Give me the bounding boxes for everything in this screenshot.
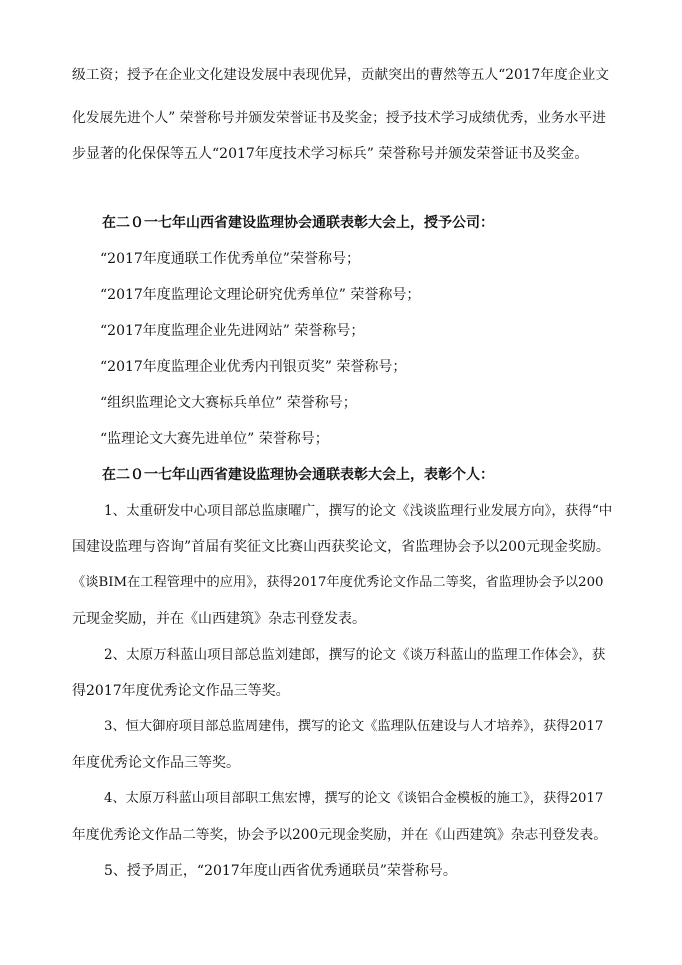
individual-entry-line: 5、授予周正，“2017年度山西省优秀通联员”荣誉称号。 [104, 863, 457, 879]
section-heading-company: 在二０一七年山西省建设监理协会通联表彰大会上，授予公司： [102, 215, 494, 231]
individual-entry-line: 元现金奖励，并在《山西建筑》杂志刊登发表。 [72, 611, 366, 627]
company-award-item: “2017年度监理企业先进网站” 荣誉称号； [100, 323, 365, 339]
individual-entry-line: 得2017年度优秀论文作品三等奖。 [72, 683, 290, 699]
individual-entry-line: 4、太原万科蓝山项目部职工焦宏博，撰写的论文《谈铝合金模板的施工》，获得2017 [104, 791, 604, 806]
individual-entry-line: 国建设监理与咨询”首届有奖征文比赛山西获奖论文，省监理协会予以200元现金奖励。 [72, 539, 610, 555]
individual-entry-line: 年度优秀论文作品二等奖，协会予以200元现金奖励，并在《山西建筑》杂志刊登发表。 [72, 827, 607, 843]
individual-entry-line: 年度优秀论文作品三等奖。 [72, 755, 240, 771]
company-award-item: “监理论文大赛先进单位” 荣誉称号； [100, 431, 329, 447]
individual-entry-line: 3、恒大御府项目部总监周建伟，撰写的论文《监理队伍建设与人才培养》，获得2017 [104, 719, 604, 734]
company-award-item: “2017年度监理企业优秀内刊银页奖” 荣誉称号； [100, 359, 407, 375]
company-award-item: “组织监理论文大赛标兵单位” 荣誉称号； [100, 395, 357, 411]
body-text-line: 化发展先进个人” 荣誉称号并颁发荣誉证书及奖金；授予技术学习成绩优秀，业务水平进 [72, 110, 606, 126]
individual-entry-line: 1、太重研发中心项目部总监康曜广，撰写的论文《浅谈监理行业发展方向》，获得“中 [104, 503, 613, 519]
body-text-line: 步显著的化保保等五人“2017年度技术学习标兵” 荣誉称号并颁发荣誉证书及奖金。 [72, 146, 589, 162]
company-award-item: “2017年度通联工作优秀单位”荣誉称号； [100, 251, 360, 267]
body-text-line: 级工资；授予在企业文化建设发展中表现优异，贡献突出的曹然等五人“2017年度企业文 [72, 67, 610, 83]
section-heading-individual: 在二０一七年山西省建设监理协会通联表彰大会上，表彰个人： [102, 467, 494, 483]
individual-entry-line: 2、太原万科蓝山项目部总监刘建郎，撰写的论文《谈万科蓝山的监理工作体会》，获 [104, 647, 606, 663]
individual-entry-line: 《谈BIM在工程管理中的应用》，获得2017年度优秀论文作品二等奖，省监理协会予以200 [72, 575, 604, 590]
company-award-item: “2017年度监理论文理论研究优秀单位” 荣誉称号； [100, 287, 421, 303]
